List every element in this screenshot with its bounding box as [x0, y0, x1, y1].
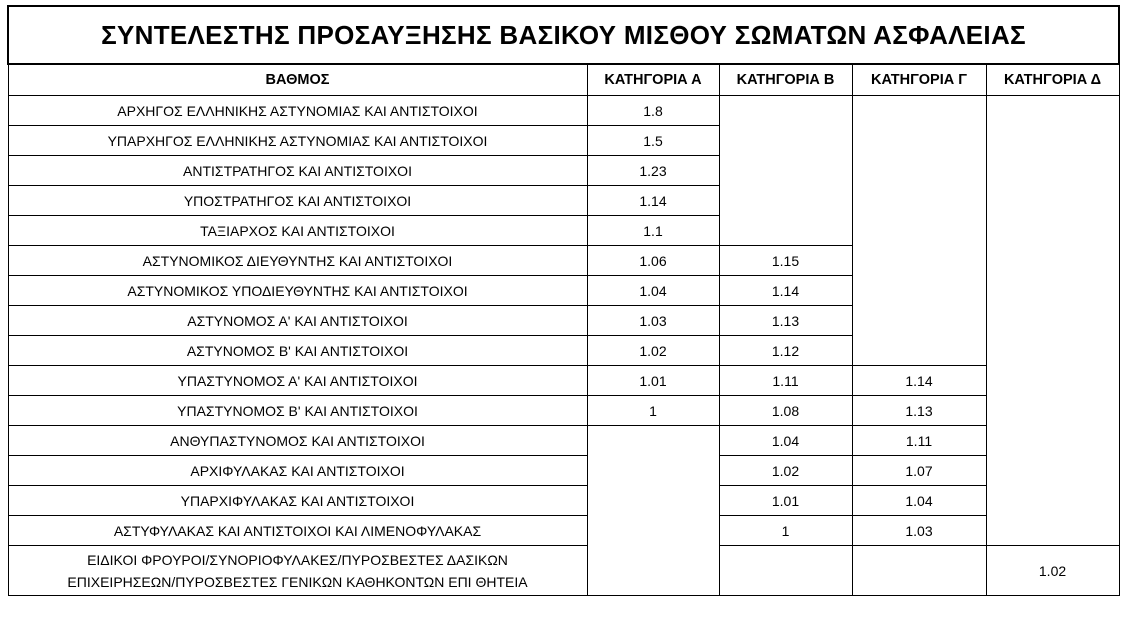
cat-c-empty-cell: [852, 546, 986, 596]
header-category-b: ΚΑΤΗΓΟΡΙΑ Β: [719, 64, 852, 96]
table-row: [8, 366, 1119, 396]
cat-c-cell: 1.13: [852, 396, 986, 426]
rank-cell: ΑΣΤΥΦΥΛΑΚΑΣ ΚΑΙ ΑΝΤΙΣΤΟΙΧΟΙ ΚΑΙ ΛΙΜΕΝΟΦΥΛΑΚΑΣ: [8, 516, 587, 546]
rank-cell: ΑΣΤΥΝΟΜΟΣ Α' ΚΑΙ ΑΝΤΙΣΤΟΙΧΟΙ: [8, 306, 587, 336]
table-title: ΣΥΝΤΕΛΕΣΤΗΣ ΠΡΟΣΑΥΞΗΣΗΣ ΒΑΣΙΚΟΥ ΜΙΣΘΟΥ ΣΩΜΑΤΩΝ ΑΣΦΑΛΕΙΑΣ: [8, 6, 1119, 64]
cat-d-cell: 1.02: [986, 546, 1119, 596]
cat-d-empty-cell: [986, 96, 1119, 546]
cat-b-cell: 1.04: [719, 426, 852, 456]
cat-b-empty-cell: [719, 96, 852, 246]
cat-a-cell: 1: [587, 396, 719, 426]
coefficient-table: [7, 5, 1120, 596]
rank-cell: ΑΝΘΥΠΑΣΤΥΝΟΜΟΣ ΚΑΙ ΑΝΤΙΣΤΟΙΧΟΙ: [8, 426, 587, 456]
rank-cell: ΑΣΤΥΝΟΜΙΚΟΣ ΔΙΕΥΘΥΝΤΗΣ ΚΑΙ ΑΝΤΙΣΤΟΙΧΟΙ: [8, 246, 587, 276]
cat-b-cell: 1.14: [719, 276, 852, 306]
cat-b-cell: 1.01: [719, 486, 852, 516]
table-row: [8, 456, 1119, 486]
cat-c-empty-cell: [852, 96, 986, 366]
cat-c-cell: 1.07: [852, 456, 986, 486]
rank-cell: ΥΠΑΡΧΙΦΥΛΑΚΑΣ ΚΑΙ ΑΝΤΙΣΤΟΙΧΟΙ: [8, 486, 587, 516]
cat-a-cell: 1.03: [587, 306, 719, 336]
cat-c-cell: 1.04: [852, 486, 986, 516]
cat-b-cell: 1.13: [719, 306, 852, 336]
title-row: [8, 6, 1119, 64]
rank-cell: ΤΑΞΙΑΡΧΟΣ ΚΑΙ ΑΝΤΙΣΤΟΙΧΟΙ: [8, 216, 587, 246]
rank-cell: ΑΣΤΥΝΟΜΙΚΟΣ ΥΠΟΔΙΕΥΘΥΝΤΗΣ ΚΑΙ ΑΝΤΙΣΤΟΙΧΟΙ: [8, 276, 587, 306]
table-row: [8, 516, 1119, 546]
cat-b-cell: 1.12: [719, 336, 852, 366]
table-row: [8, 96, 1119, 126]
rank-cell: ΑΡΧΗΓΟΣ ΕΛΛΗΝΙΚΗΣ ΑΣΤΥΝΟΜΙΑΣ ΚΑΙ ΑΝΤΙΣΤΟΙΧΟΙ: [8, 96, 587, 126]
table-row: [8, 426, 1119, 456]
rank-cell: ΥΠΑΣΤΥΝΟΜΟΣ Β' ΚΑΙ ΑΝΤΙΣΤΟΙΧΟΙ: [8, 396, 587, 426]
cat-b-cell: 1.02: [719, 456, 852, 486]
cat-c-cell: 1.11: [852, 426, 986, 456]
cat-a-cell: 1.02: [587, 336, 719, 366]
rank-cell: ΑΡΧΙΦΥΛΑΚΑΣ ΚΑΙ ΑΝΤΙΣΤΟΙΧΟΙ: [8, 456, 587, 486]
cat-b-cell: 1.15: [719, 246, 852, 276]
rank-cell: ΑΣΤΥΝΟΜΟΣ Β' ΚΑΙ ΑΝΤΙΣΤΟΙΧΟΙ: [8, 336, 587, 366]
cat-a-cell: 1.5: [587, 126, 719, 156]
cat-b-cell: 1: [719, 516, 852, 546]
table-row: [8, 396, 1119, 426]
header-category-a: ΚΑΤΗΓΟΡΙΑ Α: [587, 64, 719, 96]
cat-c-cell: 1.03: [852, 516, 986, 546]
rank-line-2: ΕΠΙΧΕΙΡΗΣΕΩΝ/ΠΥΡΟΣΒΕΣΤΕΣ ΓΕΝΙΚΩΝ ΚΑΘΗΚΟΝΤΩΝ ΕΠΙ ΘΗΤΕΙΑ: [67, 573, 528, 590]
cat-b-empty-cell: [719, 546, 852, 596]
cat-c-cell: 1.14: [852, 366, 986, 396]
coefficient-table-container: [7, 5, 1118, 596]
cat-a-cell: 1.01: [587, 366, 719, 396]
header-row: [8, 64, 1119, 96]
rank-cell: ΥΠΑΣΤΥΝΟΜΟΣ Α' ΚΑΙ ΑΝΤΙΣΤΟΙΧΟΙ: [8, 366, 587, 396]
header-rank: ΒΑΘΜΟΣ: [8, 64, 587, 96]
cat-a-cell: 1.14: [587, 186, 719, 216]
cat-b-cell: 1.08: [719, 396, 852, 426]
rank-cell: ΥΠΟΣΤΡΑΤΗΓΟΣ ΚΑΙ ΑΝΤΙΣΤΟΙΧΟΙ: [8, 186, 587, 216]
cat-a-cell: 1.06: [587, 246, 719, 276]
cat-b-cell: 1.11: [719, 366, 852, 396]
table-row: [8, 486, 1119, 516]
rank-cell: ΑΝΤΙΣΤΡΑΤΗΓΟΣ ΚΑΙ ΑΝΤΙΣΤΟΙΧΟΙ: [8, 156, 587, 186]
cat-a-cell: 1.1: [587, 216, 719, 246]
table-row-last: [8, 546, 1119, 596]
rank-cell: ΥΠΑΡΧΗΓΟΣ ΕΛΛΗΝΙΚΗΣ ΑΣΤΥΝΟΜΙΑΣ ΚΑΙ ΑΝΤΙΣΤΟΙΧΟΙ: [8, 126, 587, 156]
header-category-d: ΚΑΤΗΓΟΡΙΑ Δ: [986, 64, 1119, 96]
cat-a-empty-cell: [587, 426, 719, 596]
header-category-c: ΚΑΤΗΓΟΡΙΑ Γ: [852, 64, 986, 96]
rank-cell-special-guards: [8, 546, 587, 596]
rank-line-1: ΕΙΔΙΚΟΙ ΦΡΟΥΡΟΙ/ΣΥΝΟΡΙΟΦΥΛΑΚΕΣ/ΠΥΡΟΣΒΕΣΤΕΣ ΔΑΣΙΚΩΝ: [87, 551, 508, 568]
cat-a-cell: 1.23: [587, 156, 719, 186]
cat-a-cell: 1.8: [587, 96, 719, 126]
cat-a-cell: 1.04: [587, 276, 719, 306]
